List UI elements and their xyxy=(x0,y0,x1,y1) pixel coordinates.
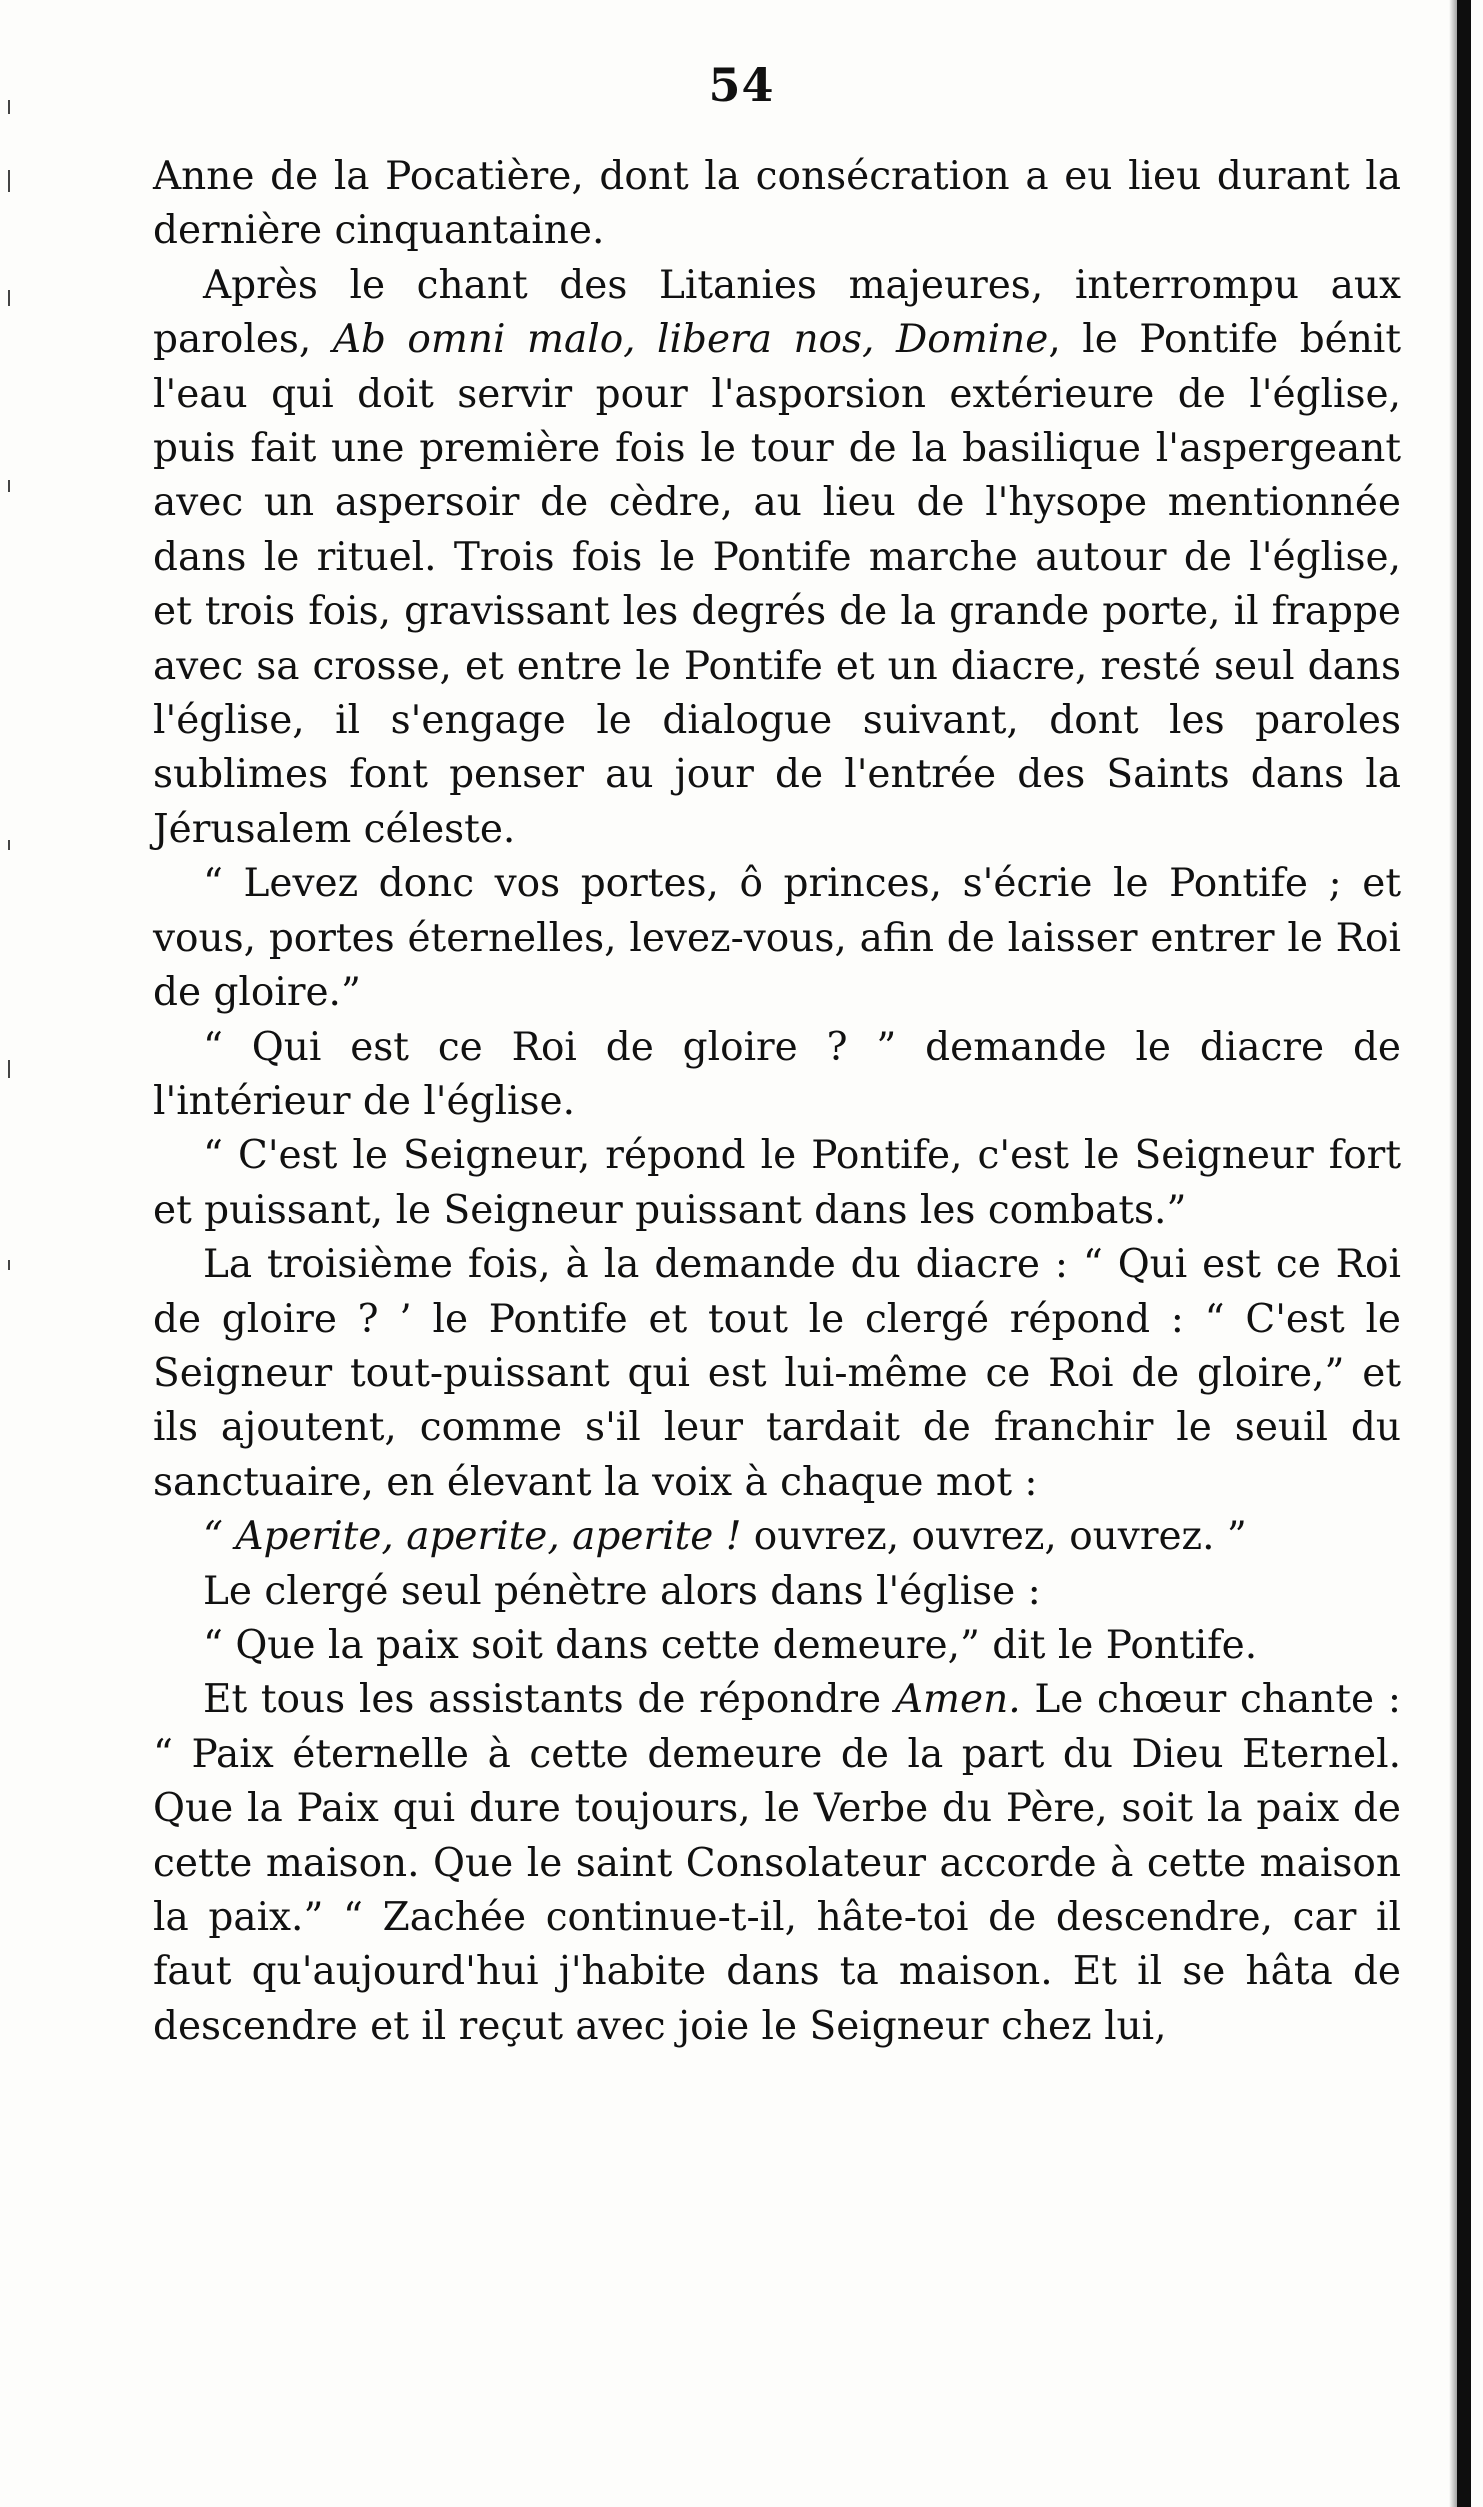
italic-text: Amen. xyxy=(894,1677,1021,1723)
page-number: 54 xyxy=(708,58,775,112)
text-segment: “ Que la paix soit dans cette demeure,” dit le Pontife. xyxy=(203,1622,1258,1668)
paragraph xyxy=(153,1673,1401,2054)
paragraph xyxy=(153,1619,1401,1673)
text-segment: Et tous les assistants de répondre xyxy=(203,1677,895,1723)
left-edge-marks xyxy=(8,60,14,2360)
text-segment: La troisième fois, à la demande du diacre : “ Qui est ce Roi de gloire ? ’ le Pontife et tout le clergé répond : “ C'est le Seigneur tout-puissant qui est lui-même ce Roi de gloire,” et ils ajoutent, comme s'il leur tardait de franchir le seuil du sanctuaire, en élevant la voix à chaque mot : xyxy=(153,1242,1401,1505)
paragraph xyxy=(153,259,1401,857)
book-spine-edge xyxy=(1457,0,1471,2507)
text-segment: , le Pontife bénit l'eau qui doit servir pour l'asporsion extérieure de l'église, puis fait une première fois le tour de la basilique l'aspergeant avec un aspersoir de cèdre, au lieu de l'hysope mentionnée dans le rituel. Trois fois le Pontife marche autour de l'église, et trois fois, gravissant les degrés de la grande porte, il frappe avec sa crosse, et entre le Pontife et un diacre, resté seul dans l'église, il s'engage le dialogue suivant, dont les paroles sublimes font penser au jour de l'entrée des Saints dans la Jérusalem céleste. xyxy=(153,317,1402,852)
text-segment: Le clergé seul pénètre alors dans l'église : xyxy=(203,1568,1041,1614)
text-segment: Le chœur chante : “ Paix éternelle à cette demeure de la part du Dieu Eternel. Que la Paix qui dure toujours, le Verbe du Père, soit la paix de cette maison. Que le saint Consolateur accorde à cette maison la paix.” “ Zachée continue-t-il, hâte-toi de descendre, car il faut qu'aujourd'hui j'habite dans ta maison. Et il se hâta de descendre et il reçut avec joie le Seigneur chez lui, xyxy=(153,1677,1401,2049)
text-segment: “ C'est le Seigneur, répond le Pontife, c'est le Seigneur fort et puissant, le Seigneur puissant dans les combats.” xyxy=(153,1133,1401,1233)
body-text xyxy=(153,150,1401,2054)
paragraph xyxy=(153,1238,1401,1510)
text-segment: “ Qui est ce Roi de gloire ? ” demande le diacre de l'intérieur de l'église. xyxy=(153,1024,1401,1124)
paragraph xyxy=(153,1565,1401,1619)
paragraph xyxy=(153,1129,1401,1238)
text-segment: “ Levez donc vos portes, ô princes, s'écrie le Pontife ; et vous, portes éternelles, levez-vous, afin de laisser entrer le Roi de gloire.” xyxy=(153,861,1401,1016)
paragraph xyxy=(153,857,1401,1020)
italic-text: Ab omni malo, libera nos, Domine xyxy=(332,317,1049,363)
text-segment: Après le chant des Litanies majeures, interrompu aux paroles, xyxy=(153,262,1401,363)
text-segment: Anne de la Pocatière, dont la consécration a eu lieu durant la dernière cinquantaine. xyxy=(153,154,1401,254)
paragraph xyxy=(153,1021,1401,1130)
text-segment: ouvrez, ouvrez, ouvrez. ” xyxy=(741,1514,1247,1560)
italic-text: “ Aperite, aperite, aperite ! xyxy=(203,1514,742,1560)
paragraph xyxy=(153,150,1401,259)
binding-shadow xyxy=(1449,0,1457,2507)
paragraph xyxy=(153,1510,1401,1564)
